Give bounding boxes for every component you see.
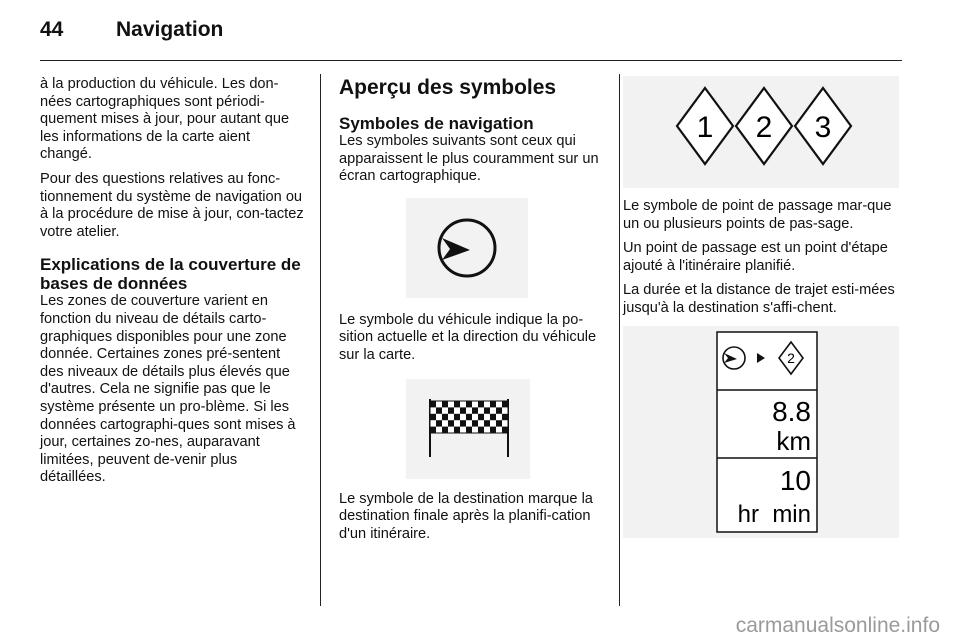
header-rule	[40, 60, 902, 61]
flag-check-square	[448, 420, 454, 426]
flag-check-square	[466, 426, 472, 432]
vehicle-symbol-figure	[406, 198, 528, 298]
route-info-panel-figure	[623, 326, 899, 538]
column-left	[40, 76, 304, 494]
paragraph-destination-symbol: Le symbole de la destination marque la destination finale après la planifi-cation d'un itinéraire.	[339, 490, 593, 542]
next-waypoint-label: 2	[787, 349, 795, 366]
checkered-flag-icon	[406, 379, 530, 479]
flag-check-square	[442, 413, 448, 419]
heading-navigation-symbols: Symboles de navigation	[339, 114, 534, 133]
paragraph-duration-distance: La durée et la distance de trajet esti-mées jusqu'à la destination s'affi-chent.	[623, 282, 895, 316]
column-divider-2	[619, 74, 620, 606]
flag-check-square	[454, 401, 460, 407]
time-unit: hr min	[737, 500, 811, 528]
flag-check-square	[496, 407, 502, 413]
flag-check-square	[430, 401, 436, 407]
watermark: carmanualsonline.info	[735, 614, 940, 637]
flag-check-square	[490, 413, 496, 419]
waypoint-label-2: 2	[755, 111, 773, 144]
flag-check-square	[436, 407, 442, 413]
flag-check-square	[478, 401, 484, 407]
flag-check-square	[448, 407, 454, 413]
paragraph-waypoint-symbol: Le symbole de point de passage mar-que un ou plusieurs points de pas-sage.	[623, 198, 892, 232]
flag-check-square	[460, 407, 466, 413]
waypoint-symbols-figure	[623, 76, 899, 188]
flag-check-square	[502, 401, 508, 407]
flag-check-square	[472, 420, 478, 426]
flag-check-square	[478, 426, 484, 432]
destination-symbol-figure	[406, 379, 530, 479]
waypoint-label-1: 1	[696, 111, 714, 144]
paragraph-coverage: Les zones de couverture varient en fonction du niveau de détails carto-graphiques disponibles pour une zone donnée. Certaines zones pré-sentent des niveaux de détails plus élevés que d'autres. Cela ne signifie pas que le système présente un pro-blème. Si les données cartographi-ques sont mises à jour, certaines zo-nes, auparavant limitées, peuvent de-venir plus détaillées.	[40, 293, 296, 486]
paragraph-contact-workshop: Pour des questions relatives au fonc-tionnement du système de navigation ou à la procédure de mise à jour, con-tactez votre atelier.	[40, 170, 304, 240]
flag-check-square	[484, 407, 490, 413]
paragraph-vehicle-symbol: Le symbole du véhicule indique la po-sition actuelle et la direction du véhicule sur la carte.	[339, 311, 597, 363]
column-right	[623, 76, 901, 538]
heading-symbol-overview: Aperçu des symboles	[339, 76, 557, 99]
time-value: 10	[779, 464, 811, 496]
flag-check-square	[454, 426, 460, 432]
flag-check-square	[484, 420, 490, 426]
flag-check-square	[496, 420, 502, 426]
flag-check-square	[442, 426, 448, 432]
page-header	[40, 18, 223, 42]
flag-check-square	[430, 426, 436, 432]
waypoint-label-3: 3	[814, 111, 832, 144]
column-divider-1	[320, 74, 321, 606]
flag-check-square	[502, 413, 508, 419]
flag-check-square	[460, 420, 466, 426]
vehicle-position-icon	[406, 198, 528, 298]
paragraph-map-updates: à la production du véhicule. Les don-nées cartographiques sont périodi-quement mises à jour, pour autant que les informations de la carte aient changé.	[40, 76, 290, 163]
distance-unit: km	[776, 425, 811, 456]
flag-check-square	[430, 413, 436, 419]
heading-coverage: Explications de la couverture de bases de données	[40, 255, 301, 294]
flag-check-square	[490, 401, 496, 407]
route-info-panel	[623, 326, 899, 538]
flag-check-square	[490, 426, 496, 432]
paragraph-intro: Les symboles suivants sont ceux qui apparaissent le plus couramment sur un écran cartographique.	[339, 133, 599, 185]
distance-value: 8.8	[772, 395, 811, 427]
flag-check-square	[472, 407, 478, 413]
paragraph-waypoint-definition: Un point de passage est un point d'étape ajouté à l'itinéraire planifié.	[623, 240, 888, 274]
flag-check-square	[502, 426, 508, 432]
flag-check-square	[466, 401, 472, 407]
column-middle	[339, 76, 604, 550]
flag-check-square	[436, 420, 442, 426]
page-number: 44	[40, 18, 64, 41]
flag-check-square	[466, 413, 472, 419]
flag-check-square	[478, 413, 484, 419]
page-title: Navigation	[116, 18, 224, 41]
flag-check-square	[442, 401, 448, 407]
waypoint-diamond-icons	[623, 76, 899, 188]
flag-check-square	[454, 413, 460, 419]
